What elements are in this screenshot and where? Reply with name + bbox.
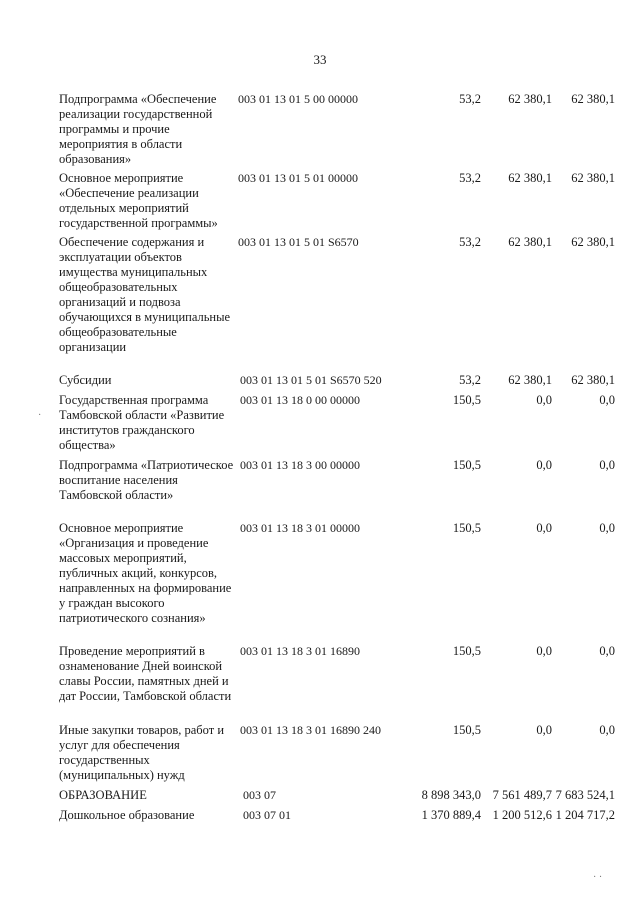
row-value-3: 0,0 [599, 723, 615, 737]
row-code: 003 07 01 [243, 808, 291, 822]
row-value-3: 0,0 [599, 644, 615, 658]
row-value-3: 0,0 [599, 458, 615, 472]
row-code: 003 01 13 01 5 00 00000 [238, 92, 358, 106]
row-value-3: 0,0 [599, 521, 615, 535]
row-name: Дошкольное образование [59, 808, 195, 822]
row-value-3: 62 380,1 [571, 171, 615, 185]
row-value-3: 62 380,1 [571, 373, 615, 387]
row-name: Основное мероприятие «Организация и проведение массовых мероприятий, публичных акций, конкурсов, направленных на формирование у граждан высокого патриотического сознания» [59, 521, 232, 625]
row-value-3: 0,0 [599, 393, 615, 407]
row-value-2: 62 380,1 [508, 171, 552, 185]
row-value-2: 62 380,1 [508, 373, 552, 387]
row-value-1: 53,2 [459, 92, 481, 106]
row-name: Обеспечение содержания и эксплуатации объектов имущества муниципальных общеобразовательных организаций и подвоза обучающихся в муниципальные общеобразовательные организации [59, 235, 231, 354]
row-code: 003 01 13 18 3 01 00000 [240, 521, 360, 535]
row-value-2: 62 380,1 [508, 235, 552, 249]
row-name: Государственная программа Тамбовской области «Развитие институтов гражданского общества» [59, 393, 225, 452]
row-value-2: 1 200 512,6 [492, 808, 552, 822]
row-value-1: 150,5 [452, 393, 481, 407]
row-value-2: 7 561 489,7 [492, 788, 552, 802]
row-name: Подпрограмма «Патриотическое воспитание населения Тамбовской области» [59, 458, 234, 502]
row-code: 003 01 13 18 3 00 00000 [240, 458, 360, 472]
row-value-2: 0,0 [536, 521, 552, 535]
row-value-2: 0,0 [536, 723, 552, 737]
row-value-1: 53,2 [459, 171, 481, 185]
row-code: 003 01 13 01 5 01 00000 [238, 171, 358, 185]
row-code: 003 01 13 18 0 00 00000 [240, 393, 360, 407]
row-value-1: 1 370 889,4 [421, 808, 481, 822]
row-value-1: 150,5 [452, 521, 481, 535]
row-code: 003 01 13 18 3 01 16890 [240, 644, 360, 658]
row-value-2: 62 380,1 [508, 92, 552, 106]
row-code: 003 01 13 01 5 01 S6570 520 [240, 373, 382, 387]
row-value-2: 0,0 [536, 393, 552, 407]
row-name: Проведение мероприятий в ознаменование Дней воинской славы России, памятных дней и дат России, Тамбовской области [59, 644, 232, 703]
row-value-1: 53,2 [459, 235, 481, 249]
row-code: 003 01 13 01 5 01 S6570 [238, 235, 359, 249]
row-value-2: 0,0 [536, 458, 552, 472]
row-name: Подпрограмма «Обеспечение реализации государственной программы и прочие мероприятия в области образования» [59, 92, 217, 166]
row-value-1: 8 898 343,0 [421, 788, 481, 802]
scan-speck: · · [593, 872, 603, 883]
row-code: 003 07 [243, 788, 276, 802]
row-value-1: 150,5 [452, 723, 481, 737]
row-name: Основное мероприятие «Обеспечение реализации отдельных мероприятий государственной программы» [59, 171, 218, 230]
row-value-1: 150,5 [452, 644, 481, 658]
row-value-3: 7 683 524,1 [555, 788, 615, 802]
page-number: 33 [313, 52, 327, 67]
row-value-3: 62 380,1 [571, 235, 615, 249]
row-value-3: 1 204 717,2 [555, 808, 615, 822]
row-code: 003 01 13 18 3 01 16890 240 [240, 723, 381, 737]
row-name: ОБРАЗОВАНИЕ [59, 788, 147, 802]
row-value-1: 150,5 [452, 458, 481, 472]
row-value-3: 62 380,1 [571, 92, 615, 106]
row-name: Иные закупки товаров, работ и услуг для обеспечения государственных (муниципальных) нужд [59, 723, 225, 782]
row-name: Субсидии [59, 373, 112, 387]
row-value-2: 0,0 [536, 644, 552, 658]
scan-speck: · [38, 410, 42, 421]
row-value-1: 53,2 [459, 373, 481, 387]
